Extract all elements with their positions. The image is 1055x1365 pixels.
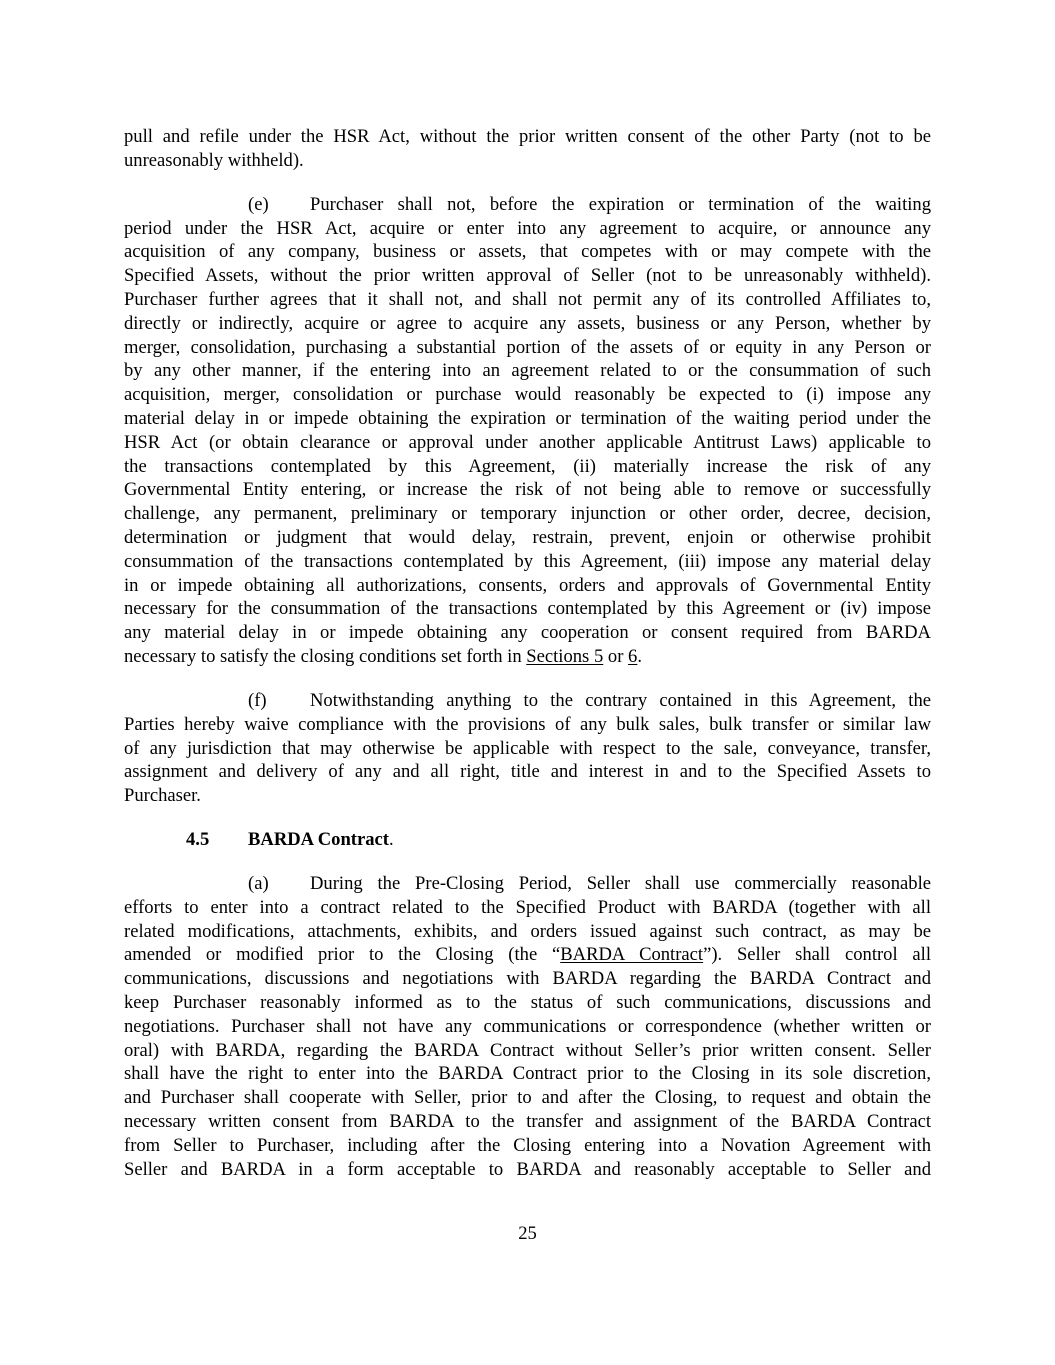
section-title-period: .	[389, 829, 394, 851]
text-line: and Purchaser shall cooperate with Seller, prior to and after the Closing, to request and obtain the	[124, 1087, 931, 1109]
text-line: HSR Act (or obtain clearance or approval under another applicable Antitrust Laws) applicable to	[124, 431, 931, 453]
text-line: by any other manner, if the entering into an agreement related to or the consummation of such	[124, 360, 931, 382]
section-heading	[124, 828, 931, 852]
text-line: Governmental Entity entering, or increase the risk of not being able to remove or successfully	[124, 479, 931, 501]
text-line: in or impede obtaining all authorizations, consents, orders and approvals of Governmental Entity	[124, 574, 931, 596]
text-line: consummation of the transactions contemplated by this Agreement, (iii) impose any material delay	[124, 550, 931, 572]
section-title: BARDA Contract	[248, 829, 389, 851]
paragraph-clause-f	[124, 689, 931, 808]
cross-reference: 6	[628, 645, 638, 667]
text-line: from Seller to Purchaser, including after the Closing entering into a Novation Agreement with	[124, 1134, 931, 1156]
text-line: negotiations. Purchaser shall not have any communications or correspondence (whether written or	[124, 1015, 931, 1037]
text-line: any material delay in or impede obtaining any cooperation or consent required from BARDA	[124, 622, 931, 644]
text-line: Specified Assets, without the prior written approval of Seller (not to be unreasonably withheld).	[124, 265, 931, 287]
clause-label: (f)	[248, 689, 267, 711]
text-line: communications, discussions and negotiations with BARDA regarding the BARDA Contract and	[124, 968, 931, 990]
text-line: efforts to enter into a contract related to the Specified Product with BARDA (together with all	[124, 896, 931, 918]
paragraph-hsr-continuation	[124, 125, 931, 173]
text-line: amended or modified prior to the Closing (the “BARDA Contract”). Seller shall control all	[124, 944, 932, 966]
text-line: shall have the right to enter into the BARDA Contract prior to the Closing in its sole discretion,	[124, 1063, 931, 1085]
text-line: necessary to satisfy the closing conditions set forth in Sections 5 or 6.	[124, 645, 642, 667]
text-line: (e) Purchaser shall not, before the expiration or termination of the waiting	[248, 193, 931, 215]
page-number: 25	[518, 1223, 537, 1244]
text-line: (f) Notwithstanding anything to the contrary contained in this Agreement, the	[248, 689, 931, 711]
text-line: Purchaser further agrees that it shall not, and shall not permit any of its controlled Affiliates to,	[124, 288, 931, 310]
text-line: acquisition of any company, business or assets, that competes with or may compete with the	[124, 241, 931, 263]
text-line: unreasonably withheld).	[124, 149, 304, 171]
text-line: determination or judgment that would delay, restrain, prevent, enjoin or otherwise prohibit	[124, 526, 931, 548]
text-line: Seller and BARDA in a form acceptable to BARDA and reasonably acceptable to Seller and	[124, 1158, 931, 1180]
text-line: material delay in or impede obtaining the expiration or termination of the waiting period under the	[124, 407, 931, 429]
text-line: merger, consolidation, purchasing a substantial portion of the assets of or equity in any Person or	[124, 336, 931, 358]
section-number: 4.5	[186, 829, 210, 851]
text-line: related modifications, attachments, exhibits, and orders issued against such contract, as may be	[124, 920, 931, 942]
text-line: directly or indirectly, acquire or agree to acquire any assets, business or any Person, whether by	[124, 312, 931, 334]
text-line: period under the HSR Act, acquire or enter into any agreement to acquire, or announce any	[124, 217, 931, 239]
document-page	[124, 125, 931, 1202]
cross-reference: Sections 5	[526, 645, 604, 667]
paragraphs-after-heading	[124, 872, 931, 1181]
paragraph-clause-e	[124, 193, 931, 669]
text-line: the transactions contemplated by this Agreement, (ii) materially increase the risk of any	[124, 455, 931, 477]
paragraph-clause-a	[124, 872, 931, 1181]
text-line: assignment and delivery of any and all right, title and interest in and to the Specified Assets to	[124, 761, 931, 783]
text-line: Purchaser.	[124, 785, 201, 807]
clause-label: (e)	[248, 193, 269, 215]
cross-reference: BARDA Contract	[560, 944, 704, 966]
text-line: acquisition, merger, consolidation or purchase would reasonably be expected to (i) impose any	[124, 384, 931, 406]
text-line: keep Purchaser reasonably informed as to the status of such communications, discussions and	[124, 992, 931, 1014]
text-line: of any jurisdiction that may otherwise be applicable with respect to the sale, conveyance, transfer,	[124, 737, 931, 759]
text-line: (a) During the Pre-Closing Period, Seller shall use commercially reasonable	[248, 873, 931, 895]
text-line: challenge, any permanent, preliminary or temporary injunction or other order, decree, decision,	[124, 503, 931, 525]
text-line: necessary for the consummation of the transactions contemplated by this Agreement or (iv) impose	[124, 598, 931, 620]
paragraphs-before-heading	[124, 125, 931, 808]
text-line: Parties hereby waive compliance with the provisions of any bulk sales, bulk transfer or similar law	[124, 713, 931, 735]
clause-label: (a)	[248, 873, 269, 895]
text-line: pull and refile under the HSR Act, without the prior written consent of the other Party (not to be	[124, 126, 931, 147]
text-line: oral) with BARDA, regarding the BARDA Contract without Seller’s prior written consent. Seller	[124, 1039, 931, 1061]
text-line: necessary written consent from BARDA to the transfer and assignment of the BARDA Contract	[124, 1111, 931, 1133]
